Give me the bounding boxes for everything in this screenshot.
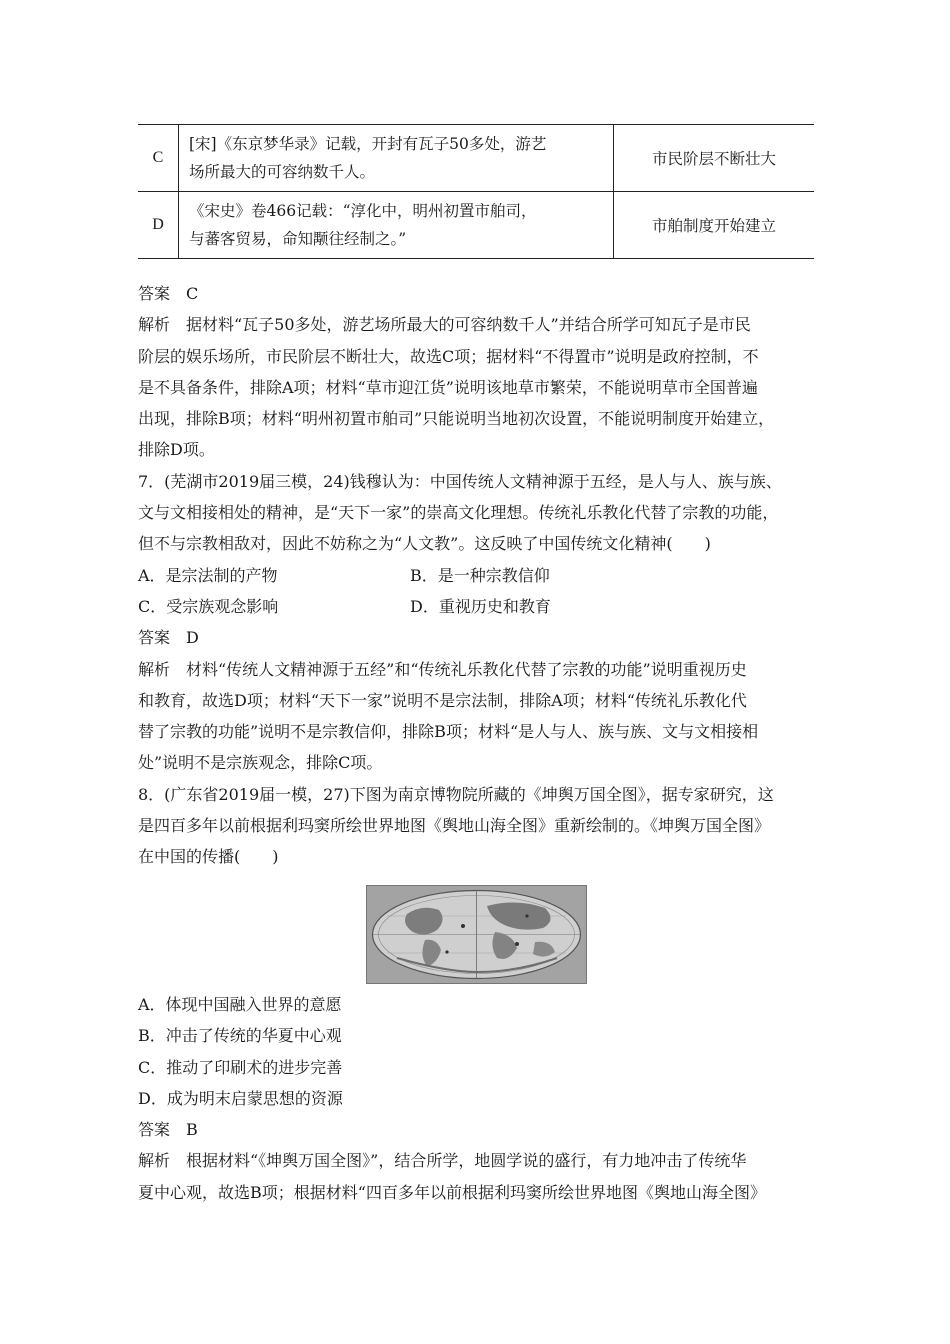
option-b: B．是一种宗教信仰 xyxy=(410,565,550,585)
answer-label: 答案 B xyxy=(138,1120,198,1140)
table-row xyxy=(138,192,814,259)
question-stem: 7．(芜湖市2019届三模，24)钱穆认为：中国传统人文精神源于五经，是人与人、族与族、 xyxy=(138,471,782,491)
row-letter: D xyxy=(138,192,179,259)
question-stem: 是四百多年以前根据利玛窦所绘世界地图《舆地山海全图》重新绘制的。《坤舆万国全图》 xyxy=(138,816,771,836)
q8-options-block xyxy=(138,989,818,1208)
option-d: D．成为明末启蒙思想的资源 xyxy=(138,1088,343,1108)
row-conclusion: 市民阶层不断壮大 xyxy=(614,125,815,192)
option-a: A．是宗法制的产物 xyxy=(138,565,278,585)
option-row xyxy=(138,591,818,622)
analysis-line: 替了宗教的功能”说明不是宗教信仰，排除B项；材料“是人与人、族与族、文与文相接相 xyxy=(138,722,759,742)
option-d: D．重视历史和教育 xyxy=(410,596,551,616)
analysis-line: 出现，排除B项；材料“明州初置市舶司”只能说明当地初次设置，不能说明制度开始建立， xyxy=(138,409,775,429)
question-stem: 但不与宗教相敌对，因此不妨称之为“人文教”。这反映了中国传统文化精神( ) xyxy=(138,534,711,554)
row-letter: C xyxy=(138,125,179,192)
question-stem: 文与文相接相处的精神，是“天下一家”的崇高文化理想。传统礼乐教化代替了宗教的功能， xyxy=(138,503,779,523)
analysis-line: 解析 据材料“瓦子50多处，游艺场所最大的可容纳数千人”并结合所学可知瓦子是市民 xyxy=(138,315,751,335)
question-stem: 在中国的传播( ) xyxy=(138,847,279,867)
analysis-line: 是不具备条件，排除A项；材料“草市迎江货”说明该地草市繁荣，不能说明草市全国普遍 xyxy=(138,377,758,397)
options-table xyxy=(138,124,814,259)
question-stem: 8．(广东省2019届一模，27)下图为南京博物院所藏的《坤舆万国全图》，据专家研究，这 xyxy=(138,784,774,804)
material-line: [宋]《东京梦华录》记载，开封有瓦子50多处，游艺 xyxy=(189,135,547,153)
material-line: 《宋史》卷466记载：“淳化中，明州初置市舶司， xyxy=(189,202,537,220)
option-a: A．体现中国融入世界的意愿 xyxy=(138,995,342,1014)
material-line: 场所最大的可容纳数千人。 xyxy=(189,163,376,181)
material-line: 与蕃客贸易，命知颙往经制之。” xyxy=(189,230,407,248)
analysis-line: 解析 根据材料“《坤舆万国全图》”，结合所学，地圆学说的盛行，有力地冲击了传统华 xyxy=(138,1151,747,1171)
analysis-line: 阶层的娱乐场所，市民阶层不断壮大，故选C项；据材料“不得置市”说明是政府控制，不 xyxy=(138,346,759,366)
option-row xyxy=(138,560,818,591)
analysis-line: 和教育，故选D项；材料“天下一家”说明不是宗法制，排除A项；材料“传统礼乐教化代 xyxy=(138,690,747,710)
answer-label: 答案 C xyxy=(138,284,199,303)
answer-label: 答案 D xyxy=(138,628,199,648)
row-conclusion: 市舶制度开始建立 xyxy=(614,192,815,259)
analysis-line: 排除D项。 xyxy=(138,440,215,460)
option-b: B．冲击了传统的华夏中心观 xyxy=(138,1026,342,1046)
q6-answer-block xyxy=(138,278,818,873)
analysis-line: 解析 材料“传统人文精神源于五经”和“传统礼乐教化代替了宗教的功能”说明重视历史 xyxy=(138,659,747,679)
option-c: C．推动了印刷术的进步完善 xyxy=(138,1057,343,1077)
world-map-image xyxy=(366,885,587,984)
table-row xyxy=(138,125,814,192)
option-c: C．受宗族观念影响 xyxy=(138,596,279,616)
analysis-line: 处”说明不是宗族观念，排除C项。 xyxy=(138,753,383,773)
analysis-line: 夏中心观，故选B项；根据材料“四百多年以前根据利玛窦所绘世界地图《舆地山海全图》 xyxy=(138,1182,766,1202)
row-material xyxy=(179,192,614,259)
map-illustration xyxy=(367,886,586,983)
row-material xyxy=(179,125,614,192)
